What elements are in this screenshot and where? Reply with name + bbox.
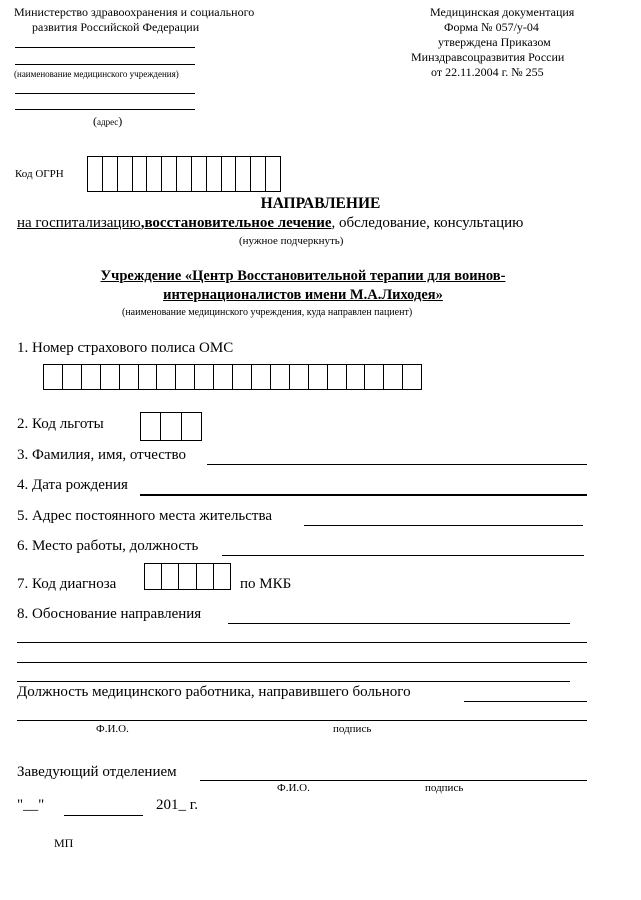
input-cell[interactable] bbox=[141, 413, 161, 440]
date-quote-open: " bbox=[17, 797, 24, 813]
option-rest: , обследование, консультацию bbox=[331, 215, 524, 231]
date-field[interactable] bbox=[17, 797, 44, 814]
document-title: НАПРАВЛЕНИЕ bbox=[260, 195, 381, 212]
input-cell[interactable] bbox=[347, 365, 366, 389]
input-cell[interactable] bbox=[162, 157, 177, 191]
ministry-short: Минздравсоцразвития России bbox=[411, 50, 565, 64]
input-cell[interactable] bbox=[162, 564, 179, 589]
address-line-2[interactable] bbox=[15, 109, 195, 110]
policy-label: 1. Номер страхового полиса ОМС bbox=[17, 340, 234, 356]
input-cell[interactable] bbox=[120, 365, 139, 389]
address-input-line[interactable] bbox=[304, 525, 583, 526]
option-comma: , bbox=[140, 215, 145, 231]
date-year: 201_ г. bbox=[156, 797, 198, 813]
input-cell[interactable] bbox=[161, 413, 181, 440]
input-cell[interactable] bbox=[177, 157, 192, 191]
underline-note: (нужное подчеркнуть) bbox=[239, 235, 344, 247]
input-cell[interactable] bbox=[195, 365, 214, 389]
institution-line-1 bbox=[0, 268, 606, 285]
diagnosis-suffix: по МКБ bbox=[240, 576, 292, 592]
institution-line-2-text: интернационалистов имени М.А.Лиходея» bbox=[163, 287, 443, 303]
birth-input-line[interactable] bbox=[140, 494, 587, 496]
date-quote-close: " bbox=[38, 797, 45, 813]
institution-line-1-text: Учреждение «Центр Восстановительной терапии для воинов- bbox=[100, 268, 506, 284]
address-caption-close: ) bbox=[118, 114, 123, 128]
address-line-1[interactable] bbox=[15, 93, 195, 94]
input-cell[interactable] bbox=[290, 365, 309, 389]
ministry-line-1: Министерство здравоохранения и социального bbox=[14, 5, 255, 19]
stamp-place: МП bbox=[54, 836, 74, 850]
input-cell[interactable] bbox=[118, 157, 133, 191]
institution-name-line-2[interactable] bbox=[15, 64, 195, 65]
work-label: 6. Место работы, должность bbox=[17, 538, 199, 554]
position-label: Должность медицинского работника, направившего больного bbox=[17, 684, 411, 700]
input-cell[interactable] bbox=[192, 157, 207, 191]
address-caption-open: ( bbox=[93, 114, 97, 128]
input-cell[interactable] bbox=[236, 157, 251, 191]
doc-type: Медицинская документация bbox=[430, 5, 575, 19]
form-number: Форма № 057/у-04 bbox=[444, 20, 539, 34]
head-input-line[interactable] bbox=[200, 780, 587, 781]
reason-input-line-1[interactable] bbox=[228, 623, 570, 624]
input-cell[interactable] bbox=[176, 365, 195, 389]
ogrn-label: Код ОГРН bbox=[15, 168, 64, 180]
input-cell[interactable] bbox=[103, 157, 118, 191]
ministry-line-2: развития Российской Федерации bbox=[32, 20, 200, 34]
input-cell[interactable] bbox=[44, 365, 63, 389]
input-cell[interactable] bbox=[133, 157, 148, 191]
address-caption bbox=[93, 112, 122, 130]
work-input-line[interactable] bbox=[222, 555, 584, 556]
input-cell[interactable] bbox=[309, 365, 328, 389]
address-label: 5. Адрес постоянного места жительства bbox=[17, 508, 273, 524]
fio-input-line[interactable] bbox=[207, 464, 587, 465]
input-cell[interactable] bbox=[252, 365, 271, 389]
birth-label: 4. Дата рождения bbox=[17, 477, 128, 493]
input-cell[interactable] bbox=[328, 365, 347, 389]
approval-line: утверждена Приказом bbox=[438, 35, 551, 49]
policy-input-cells[interactable] bbox=[43, 364, 422, 390]
head-label: Заведующий отделением bbox=[17, 764, 177, 780]
date-month-line[interactable] bbox=[64, 815, 143, 816]
institution-name-caption: (наименование медицинского учреждения) bbox=[14, 69, 179, 79]
input-cell[interactable] bbox=[365, 365, 384, 389]
input-cell[interactable] bbox=[214, 365, 233, 389]
input-cell[interactable] bbox=[145, 564, 162, 589]
fio-caption: Ф.И.О. bbox=[96, 723, 129, 735]
input-cell[interactable] bbox=[147, 157, 162, 191]
signer-input-line[interactable] bbox=[17, 720, 587, 721]
sign-caption: подпись bbox=[333, 723, 372, 735]
input-cell[interactable] bbox=[403, 365, 421, 389]
benefit-input-cells[interactable] bbox=[140, 412, 202, 441]
address-caption-word: адрес bbox=[97, 117, 119, 127]
option-hospitalization: на госпитализацию bbox=[17, 215, 141, 231]
input-cell[interactable] bbox=[271, 365, 290, 389]
input-cell[interactable] bbox=[214, 564, 230, 589]
input-cell[interactable] bbox=[233, 365, 252, 389]
input-cell[interactable] bbox=[197, 564, 214, 589]
input-cell[interactable] bbox=[179, 564, 196, 589]
reason-input-line-3[interactable] bbox=[17, 662, 587, 663]
reason-label: 8. Обоснование направления bbox=[17, 606, 202, 622]
head-fio-caption: Ф.И.О. bbox=[277, 782, 310, 794]
option-rehabilitation: восстановительное лечение bbox=[144, 215, 332, 231]
benefit-label: 2. Код льготы bbox=[17, 416, 104, 432]
reason-input-line-2[interactable] bbox=[17, 642, 587, 643]
institution-caption: (наименование медицинского учреждения, куда направлен пациент) bbox=[122, 307, 413, 318]
input-cell[interactable] bbox=[63, 365, 82, 389]
date-day[interactable]: __ bbox=[23, 797, 39, 813]
input-cell[interactable] bbox=[182, 413, 201, 440]
diagnosis-input-cells[interactable] bbox=[144, 563, 231, 590]
institution-line-2 bbox=[0, 287, 606, 304]
diagnosis-label: 7. Код диагноза bbox=[17, 576, 117, 592]
input-cell[interactable] bbox=[101, 365, 120, 389]
input-cell[interactable] bbox=[139, 365, 158, 389]
reason-input-line-4[interactable] bbox=[17, 681, 570, 682]
purpose-options bbox=[17, 215, 523, 232]
input-cell[interactable] bbox=[266, 157, 280, 191]
ogrn-input-cells[interactable] bbox=[87, 156, 281, 192]
input-cell[interactable] bbox=[88, 157, 103, 191]
head-sign-caption: подпись bbox=[425, 782, 464, 794]
input-cell[interactable] bbox=[222, 157, 237, 191]
position-input-line[interactable] bbox=[464, 701, 587, 702]
institution-name-line-1[interactable] bbox=[15, 47, 195, 48]
input-cell[interactable] bbox=[207, 157, 222, 191]
fio-label: 3. Фамилия, имя, отчество bbox=[17, 447, 186, 463]
input-cell[interactable] bbox=[384, 365, 403, 389]
input-cell[interactable] bbox=[251, 157, 266, 191]
input-cell[interactable] bbox=[82, 365, 101, 389]
order-date: от 22.11.2004 г. № 255 bbox=[431, 65, 544, 79]
input-cell[interactable] bbox=[157, 365, 176, 389]
